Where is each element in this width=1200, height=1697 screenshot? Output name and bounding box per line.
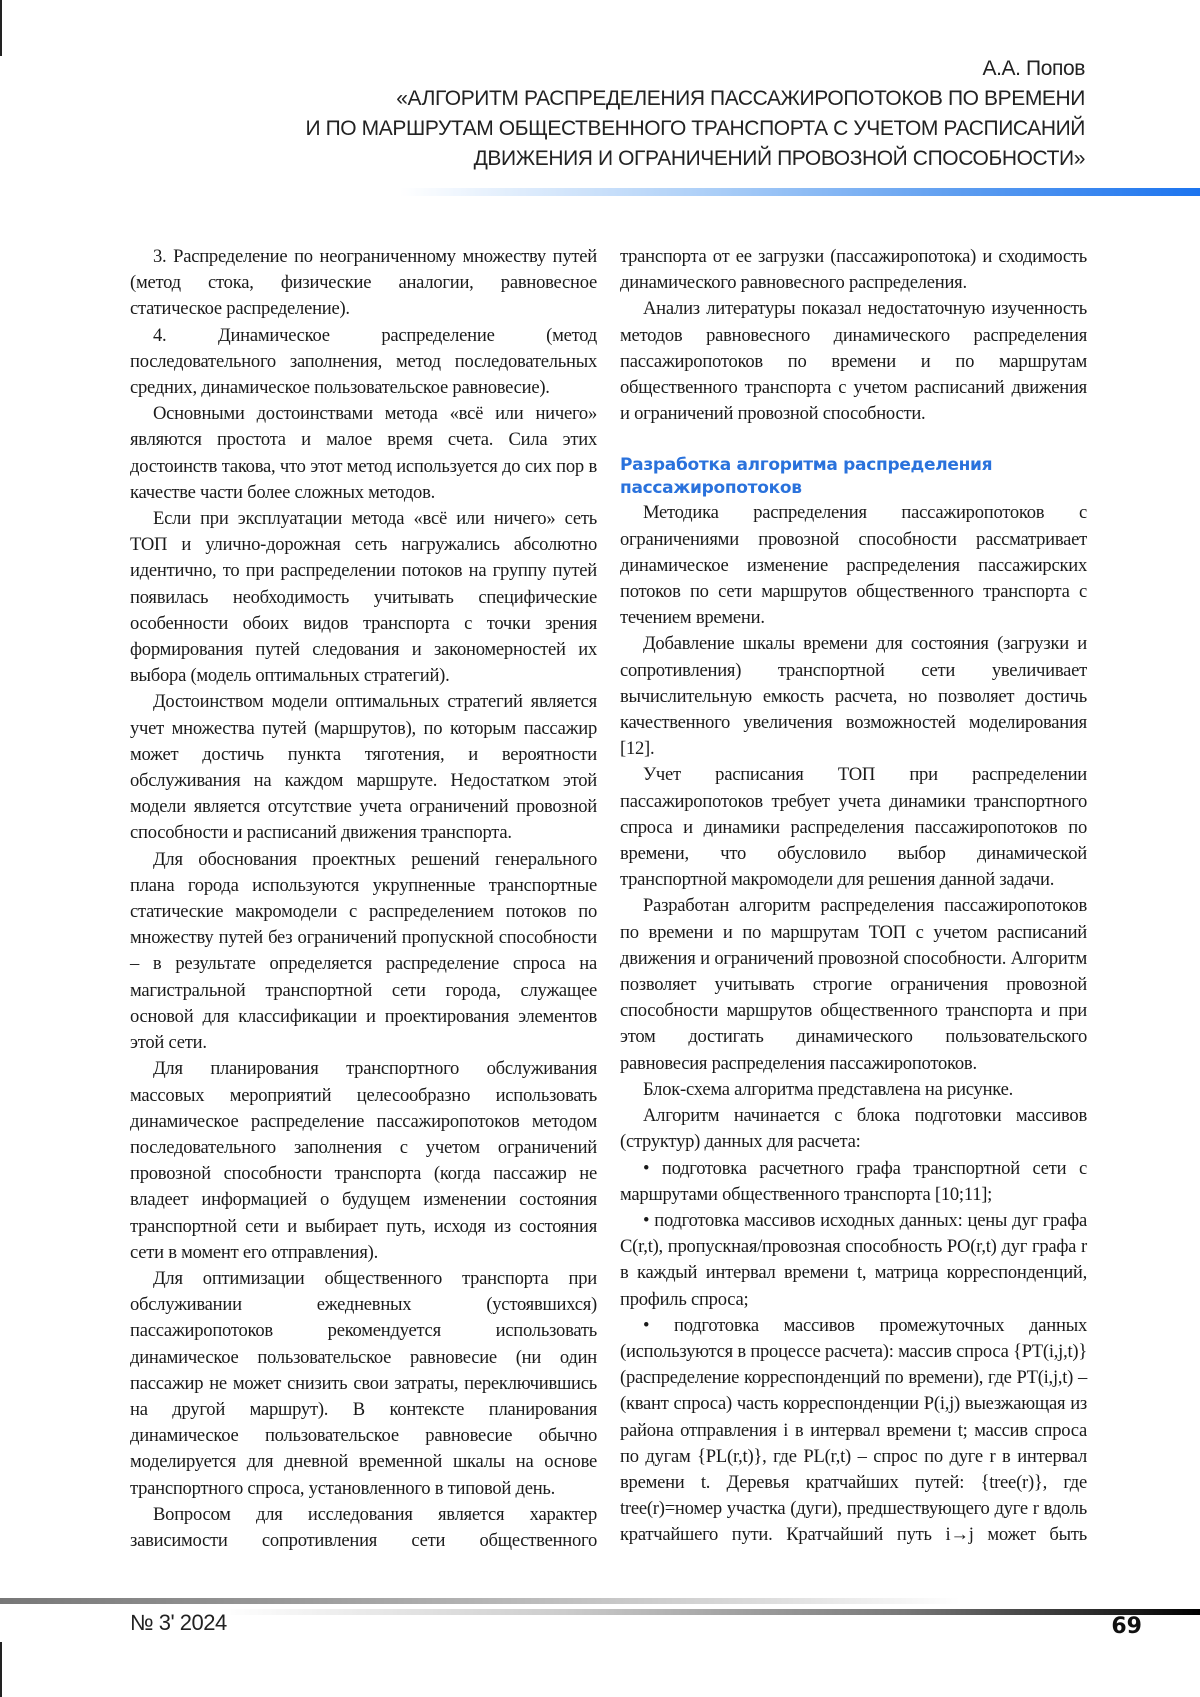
left-column	[130, 244, 597, 1554]
running-header	[305, 54, 1085, 174]
paragraph: Для обоснования проектных решений генерального плана города используются укрупненные транспортные статические макромодели с распределением потоков по множеству путей без ограничений пропускной способности – в результате определяется распределение спроса на магистральной транспортной сети города, служащее основой для классификации и проектирования элементов этой сети.	[130, 847, 597, 1057]
paragraph: Добавление шкалы времени для состояния (загрузки и сопротивления) транспортной сети увеличивает вычислительную емкость расчета, но позволяет достичь качественного увеличения возможностей моделирования [12].	[620, 631, 1087, 762]
paragraph: Разработан алгоритм распределения пассажиропотоков по времени и по маршрутам ТОП с учетом расписаний движения и ограничений провозной способности. Алгоритм позволяет учитывать строгие ограничения провозной способности маршрутов общественного транспорта и при этом достигать динамического пользовательского равновесия распределения пассажиропотоков.	[620, 893, 1087, 1076]
paragraph: Для планирования транспортного обслуживания массовых мероприятий целесообразно использовать динамическое распределение пассажиропотоков методом последовательного заполнения с учетом ограничений провозной способности транспорта (когда пассажир не владеет информацией о будущем изменении состояния транспортной сети и выбирает путь, исходя из состояния сети в момент его отправления).	[130, 1056, 597, 1266]
paragraph: Блок-схема алгоритма представлена на рисунке.	[620, 1077, 1087, 1103]
paragraph: Для оптимизации общественного транспорта при обслуживании ежедневных (устоявшихся) пассажиропотоков рекомендуется использовать динамическое пользовательское равновесие (ни один пассажир не может снизить свои затраты, переключившись на другой маршрут). В контексте планирования динамическое пользовательское равновесие обычно моделируется для дневной временной шкалы на основе транспортного спроса, установленного в типовой день.	[130, 1266, 597, 1502]
header-title-line: ДВИЖЕНИЯ И ОГРАНИЧЕНИЙ ПРОВОЗНОЙ СПОСОБНОСТИ»	[305, 144, 1085, 174]
paragraph: 4. Динамическое распределение (метод последовательного заполнения, метод последовательных средних, динамическое пользовательское равновесие).	[130, 323, 597, 402]
page-edge-mark	[0, 0, 2, 56]
header-gradient-bar	[400, 188, 1200, 196]
paragraph: Учет расписания ТОП при распределении пассажиропотоков требует учета динамики транспортного спроса и динамики распределения пассажиропотоков по времени, что обусловило выбор динамической транспортной макромодели для решения данной задачи.	[620, 762, 1087, 893]
paragraph: Основными достоинствами метода «всё или ничего» являются простота и малое время счета. Сила этих достоинств такова, что этот метод используется до сих пор в качестве части более сложных методов.	[130, 401, 597, 506]
paragraph: Методика распределения пассажиропотоков с ограничениями провозной способности рассматривает динамическое изменение распределения пассажирских потоков по сети маршрутов общественного транспорта с течением времени.	[620, 500, 1087, 631]
footer-gradient-bar	[0, 1598, 960, 1604]
paragraph: 3. Распределение по неограниченному множеству путей (метод стока, физические аналогии, равновесное статическое распределение).	[130, 244, 597, 323]
paragraph: Достоинством модели оптимальных стратегий является учет множества путей (маршрутов), по которым пассажир может достичь пункта тяготения, и вероятности обслуживания на каждом маршруте. Недостатком этой модели является отсутствие учета ограничений провозной способности и расписаний движения транспорта.	[130, 689, 597, 846]
right-column	[620, 244, 1087, 1549]
page-number: 69	[1111, 1614, 1142, 1639]
header-title-line: И ПО МАРШРУТАМ ОБЩЕСТВЕННОГО ТРАНСПОРТА С УЧЕТОМ РАСПИСАНИЙ	[305, 114, 1085, 144]
header-title-line: «АЛГОРИТМ РАСПРЕДЕЛЕНИЯ ПАССАЖИРОПОТОКОВ ПО ВРЕМЕНИ	[305, 84, 1085, 114]
paragraph: Алгоритм начинается с блока подготовки массивов (структур) данных для расчета:	[620, 1103, 1087, 1155]
paragraph: Анализ литературы показал недостаточную изученность методов равновесного динамического распределения пассажиропотоков по времени и по маршрутам общественного транспорта с учетом расписаний движения и ограничений провозной способности.	[620, 296, 1087, 427]
paragraph: Если при эксплуатации метода «всё или ничего» сеть ТОП и улично-дорожная сеть нагружались абсолютно идентично, то при распределении потоков на группу путей появилась необходимость учитывать специфические особенности обоих видов транспорта с точки зрения формирования путей следования и закономерностей их выбора (модель оптимальных стратегий).	[130, 506, 597, 689]
list-item: • подготовка массивов исходных данных: цены дуг графа C(r,t), пропускная/провозная способность PO(r,t) дуг графа r в каждый интервал времени t, матрица корреспонденций, профиль спроса;	[620, 1208, 1087, 1313]
issue-number: № 3' 2024	[130, 1610, 227, 1636]
header-author: А.А. Попов	[305, 54, 1085, 84]
section-heading: Разработка алгоритма распределения пассажиропотоков	[620, 454, 1087, 500]
paragraph: транспорта от ее загрузки (пассажиропотока) и сходимость динамического равновесного распределения.	[620, 244, 1087, 296]
page-edge-mark	[0, 1642, 2, 1697]
list-item: • подготовка расчетного графа транспортной сети с маршрутами общественного транспорта [10;11];	[620, 1156, 1087, 1208]
footer-gradient-bar	[220, 1609, 1200, 1615]
list-item: • подготовка массивов промежуточных данных (используются в процессе расчета): массив спроса {PT(i,j,t)} (распределение корреспонденций по времени), где PT(i,j,t) – (квант спроса) часть корреспонденции P(i,j) выезжающая из района отправления i в интервал времени t; массив спроса по дугам {PL(r,t)}, где PL(r,t) – спрос по дуге r в интервал времени t. Деревья кратчайших путей: {tree(r)}, где tree(r)=номер участка (дуги), предшествующего дуге r вдоль кратчайшего пути. Кратчайший путь i→j может быть	[620, 1313, 1087, 1549]
paragraph: Вопросом для исследования является характер зависимости сопротивления сети общественного	[130, 1502, 597, 1554]
